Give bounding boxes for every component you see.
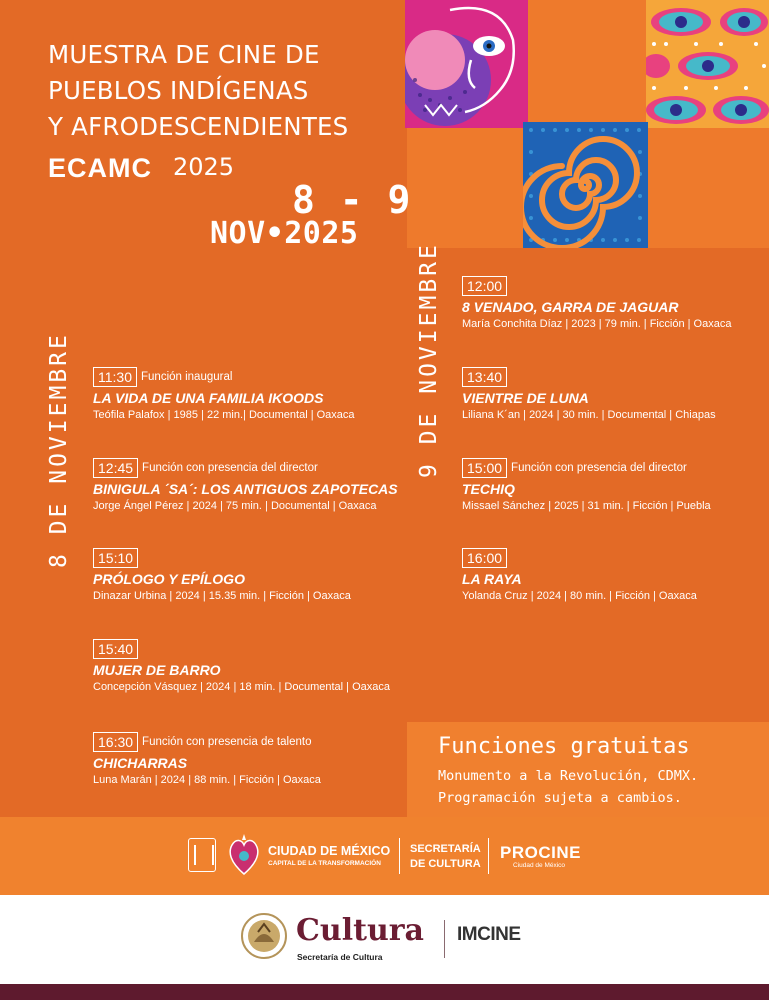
screening-time: 16:00 [462, 548, 507, 568]
screening-item [93, 732, 393, 786]
day1-label: 8 DE NOVIEMBRE [46, 332, 72, 568]
government-seal-icon [188, 838, 216, 872]
venue-text: Monumento a la Revolución, CDMX. [438, 768, 699, 784]
date-range: 8 - 9 [292, 178, 412, 222]
screening-item [93, 639, 393, 693]
film-title: MUJER DE BARRO [93, 662, 221, 678]
film-title: LA VIDA DE UNA FAMILIA IKOODS [93, 390, 324, 406]
screening-time: 13:40 [462, 367, 507, 387]
film-details: Teófila Palafox | 1985 | 22 min.| Documental | Oaxaca [93, 409, 355, 421]
screening-time: 16:30 [93, 732, 138, 752]
film-title: LA RAYA [462, 571, 522, 587]
film-details: Liliana K´an | 2024 | 30 min. | Documental | Chiapas [462, 409, 716, 421]
footer-divider [444, 920, 445, 958]
screening-item [93, 548, 393, 602]
film-title: VIENTRE DE LUNA [462, 390, 589, 406]
ecamc-logo: ECAMC [48, 153, 152, 183]
film-details: Luna Marán | 2024 | 88 min. | Ficción | Oaxaca [93, 774, 321, 786]
film-details: Jorge Ángel Pérez | 2024 | 75 min. | Documental | Oaxaca [93, 500, 377, 512]
date-month-year: NOV•2025 [210, 216, 359, 251]
film-details: Concepción Vásquez | 2024 | 18 min. | Documental | Oaxaca [93, 681, 390, 693]
screening-time: 12:45 [93, 458, 138, 478]
film-details: Yolanda Cruz | 2024 | 80 min. | Ficción | Oaxaca [462, 590, 697, 602]
disclaimer-text: Programación sujeta a cambios. [438, 790, 682, 806]
screening-item [462, 458, 762, 512]
screening-item [462, 276, 762, 330]
screening-time: 15:00 [462, 458, 507, 478]
heart-emblem-icon [226, 830, 262, 878]
film-title: 8 VENADO, GARRA DE JAGUAR [462, 299, 679, 315]
procine-subtitle: Ciudad de México [513, 862, 566, 869]
screening-note: Función con presencia de talento [142, 736, 312, 748]
title-line-1: MUESTRA DE CINE DE [48, 40, 320, 69]
screening-time: 11:30 [93, 367, 137, 387]
screening-item [462, 548, 762, 602]
mexico-emblem-icon [240, 912, 288, 960]
title-line-2: PUEBLOS INDÍGENAS [48, 76, 309, 105]
eyes-pattern-icon [646, 0, 769, 128]
face-art-icon [405, 0, 528, 128]
screening-time: 12:00 [462, 276, 507, 296]
procine-logo: PROCINE [500, 843, 581, 862]
spiral-art-icon [523, 122, 648, 248]
screening-note: Función inaugural [141, 371, 233, 383]
secretaria-line-1: SECRETARÍA [410, 843, 481, 855]
footer-strip [0, 984, 769, 1000]
film-details: María Conchita Díaz | 2023 | 79 min. | Ficción | Oaxaca [462, 318, 732, 330]
sponsor-divider [488, 838, 489, 874]
title-line-3: Y AFRODESCENDIENTES [48, 112, 349, 141]
edition-year: 2025 [173, 153, 235, 181]
film-details: Dinazar Urbina | 2024 | 15.35 min. | Ficción | Oaxaca [93, 590, 351, 602]
film-details: Missael Sánchez | 2025 | 31 min. | Ficción | Puebla [462, 500, 711, 512]
imcine-logo: IMCINE [457, 924, 521, 945]
screening-note: Función con presencia del director [142, 462, 318, 474]
screening-item [93, 458, 398, 512]
screening-note: Función con presencia del director [511, 462, 687, 474]
film-title: PRÓLOGO Y EPÍLOGO [93, 571, 245, 587]
cdmx-logo-text: CIUDAD DE MÉXICO [268, 844, 391, 858]
screening-item [93, 367, 393, 421]
screening-time: 15:10 [93, 548, 138, 568]
cultura-subtitle: Secretaría de Cultura [297, 952, 383, 962]
sponsor-divider [399, 838, 400, 874]
cdmx-logo-subtitle: CAPITAL DE LA TRANSFORMACIÓN [268, 860, 381, 867]
day2-label: 9 DE NOVIEMBRE [416, 242, 442, 478]
secretaria-line-2: DE CULTURA [410, 858, 481, 870]
film-title: CHICHARRAS [93, 755, 188, 771]
screening-item [462, 367, 762, 421]
cultura-logo: Cultura [296, 913, 424, 948]
screening-time: 15:40 [93, 639, 138, 659]
free-admission-title: Funciones gratuitas [438, 734, 690, 759]
film-title: TECHIQ [462, 481, 515, 497]
film-title: BINIGULA ´SA´: LOS ANTIGUOS ZAPOTECAS [93, 481, 398, 497]
